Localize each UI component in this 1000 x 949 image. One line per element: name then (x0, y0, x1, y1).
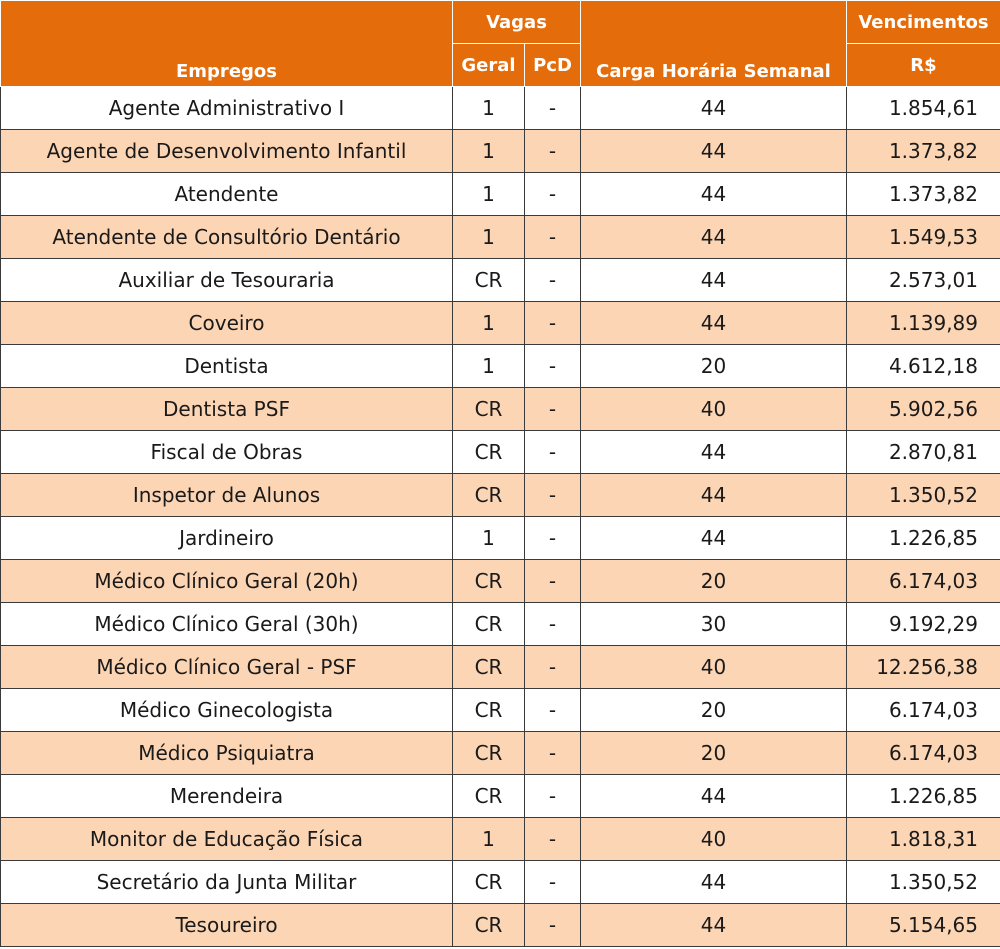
cell-vencimento: 1.350,52 (847, 861, 1000, 904)
header-geral: Geral (453, 44, 525, 87)
table-row (1, 474, 1000, 517)
cell-vencimento: 1.350,52 (847, 474, 1000, 517)
cell-vagas-geral: CR (453, 904, 525, 947)
cell-vagas-geral: CR (453, 775, 525, 818)
cell-emprego: Monitor de Educação Física (1, 818, 453, 861)
cell-vagas-pcd: - (525, 560, 581, 603)
cell-emprego: Secretário da Junta Militar (1, 861, 453, 904)
cell-vencimento: 1.226,85 (847, 517, 1000, 560)
cell-vagas-pcd: - (525, 689, 581, 732)
cell-carga-horaria: 40 (581, 646, 847, 689)
table-row (1, 130, 1000, 173)
table-row (1, 216, 1000, 259)
table-row (1, 818, 1000, 861)
cell-vagas-pcd: - (525, 775, 581, 818)
cell-vencimento: 5.902,56 (847, 388, 1000, 431)
header-pcd: PcD (525, 44, 581, 87)
cell-vagas-pcd: - (525, 87, 581, 130)
cell-vagas-pcd: - (525, 517, 581, 560)
cell-carga-horaria: 44 (581, 302, 847, 345)
cell-vencimento: 4.612,18 (847, 345, 1000, 388)
table-row (1, 173, 1000, 216)
cell-emprego: Médico Psiquiatra (1, 732, 453, 775)
table-row (1, 87, 1000, 130)
cell-carga-horaria: 44 (581, 216, 847, 259)
cell-carga-horaria: 44 (581, 775, 847, 818)
cell-vagas-pcd: - (525, 818, 581, 861)
cell-emprego: Médico Clínico Geral (30h) (1, 603, 453, 646)
cell-vencimento: 6.174,03 (847, 732, 1000, 775)
cell-vagas-geral: CR (453, 431, 525, 474)
cell-emprego: Atendente (1, 173, 453, 216)
cell-vagas-geral: 1 (453, 173, 525, 216)
table-row (1, 775, 1000, 818)
cell-vencimento: 1.818,31 (847, 818, 1000, 861)
cell-vencimento: 2.870,81 (847, 431, 1000, 474)
cell-vagas-pcd: - (525, 345, 581, 388)
cell-vagas-geral: 1 (453, 818, 525, 861)
cell-carga-horaria: 44 (581, 861, 847, 904)
cell-carga-horaria: 30 (581, 603, 847, 646)
cell-vencimento: 1.226,85 (847, 775, 1000, 818)
table-row (1, 431, 1000, 474)
cell-vencimento: 1.373,82 (847, 130, 1000, 173)
table-row (1, 560, 1000, 603)
cell-emprego: Médico Ginecologista (1, 689, 453, 732)
table-row (1, 861, 1000, 904)
cell-vagas-geral: CR (453, 603, 525, 646)
cell-vagas-geral: CR (453, 646, 525, 689)
cell-emprego: Dentista (1, 345, 453, 388)
table-row (1, 302, 1000, 345)
cell-vagas-geral: CR (453, 689, 525, 732)
table-row (1, 517, 1000, 560)
cell-vencimento: 5.154,65 (847, 904, 1000, 947)
cell-vagas-pcd: - (525, 603, 581, 646)
cell-vencimento: 1.854,61 (847, 87, 1000, 130)
header-moeda: R$ (847, 44, 1000, 87)
cell-carga-horaria: 44 (581, 517, 847, 560)
cell-emprego: Agente de Desenvolvimento Infantil (1, 130, 453, 173)
cell-vagas-pcd: - (525, 904, 581, 947)
cell-vagas-geral: CR (453, 259, 525, 302)
header-carga-horaria: Carga Horária Semanal (581, 1, 847, 87)
table-row (1, 732, 1000, 775)
cell-carga-horaria: 44 (581, 87, 847, 130)
cell-carga-horaria: 44 (581, 130, 847, 173)
cell-emprego: Merendeira (1, 775, 453, 818)
cell-vagas-pcd: - (525, 474, 581, 517)
cell-vencimento: 1.139,89 (847, 302, 1000, 345)
cell-emprego: Coveiro (1, 302, 453, 345)
cell-vagas-geral: 1 (453, 345, 525, 388)
cell-carga-horaria: 20 (581, 560, 847, 603)
cell-vagas-pcd: - (525, 861, 581, 904)
cell-vagas-geral: 1 (453, 130, 525, 173)
cell-emprego: Agente Administrativo I (1, 87, 453, 130)
cell-carga-horaria: 20 (581, 732, 847, 775)
table-row (1, 345, 1000, 388)
cell-vagas-pcd: - (525, 431, 581, 474)
cell-vencimento: 1.549,53 (847, 216, 1000, 259)
cell-vagas-geral: 1 (453, 302, 525, 345)
cell-carga-horaria: 44 (581, 431, 847, 474)
cell-vencimento: 1.373,82 (847, 173, 1000, 216)
cell-vagas-pcd: - (525, 216, 581, 259)
table-row (1, 259, 1000, 302)
cell-vencimento: 2.573,01 (847, 259, 1000, 302)
cell-vagas-geral: 1 (453, 216, 525, 259)
cell-vagas-pcd: - (525, 302, 581, 345)
cell-carga-horaria: 20 (581, 345, 847, 388)
cell-vagas-pcd: - (525, 388, 581, 431)
cell-vagas-pcd: - (525, 646, 581, 689)
cell-vagas-pcd: - (525, 173, 581, 216)
cell-emprego: Atendente de Consultório Dentário (1, 216, 453, 259)
table-row (1, 904, 1000, 947)
header-empregos: Empregos (1, 1, 453, 87)
cell-vagas-pcd: - (525, 732, 581, 775)
cell-vagas-pcd: - (525, 259, 581, 302)
table-row (1, 689, 1000, 732)
cell-emprego: Jardineiro (1, 517, 453, 560)
cell-emprego: Inspetor de Alunos (1, 474, 453, 517)
cell-vagas-geral: 1 (453, 87, 525, 130)
cell-emprego: Dentista PSF (1, 388, 453, 431)
header-vagas: Vagas (453, 1, 581, 44)
cell-emprego: Auxiliar de Tesouraria (1, 259, 453, 302)
cell-emprego: Médico Clínico Geral - PSF (1, 646, 453, 689)
cell-carga-horaria: 44 (581, 904, 847, 947)
table-row (1, 603, 1000, 646)
cell-vagas-geral: CR (453, 732, 525, 775)
cell-carga-horaria: 40 (581, 818, 847, 861)
cell-vagas-pcd: - (525, 130, 581, 173)
header-vencimentos: Vencimentos (847, 1, 1000, 44)
cell-carga-horaria: 44 (581, 259, 847, 302)
cell-vencimento: 9.192,29 (847, 603, 1000, 646)
cell-carga-horaria: 20 (581, 689, 847, 732)
cell-carga-horaria: 40 (581, 388, 847, 431)
cell-vencimento: 12.256,38 (847, 646, 1000, 689)
cell-vencimento: 6.174,03 (847, 560, 1000, 603)
cell-vagas-geral: CR (453, 861, 525, 904)
cell-vencimento: 6.174,03 (847, 689, 1000, 732)
cell-carga-horaria: 44 (581, 173, 847, 216)
cell-emprego: Fiscal de Obras (1, 431, 453, 474)
cell-vagas-geral: CR (453, 474, 525, 517)
cell-emprego: Tesoureiro (1, 904, 453, 947)
table-row (1, 388, 1000, 431)
cell-carga-horaria: 44 (581, 474, 847, 517)
table-row (1, 646, 1000, 689)
cell-vagas-geral: CR (453, 388, 525, 431)
cell-emprego: Médico Clínico Geral (20h) (1, 560, 453, 603)
cell-vagas-geral: CR (453, 560, 525, 603)
cell-vagas-geral: 1 (453, 517, 525, 560)
